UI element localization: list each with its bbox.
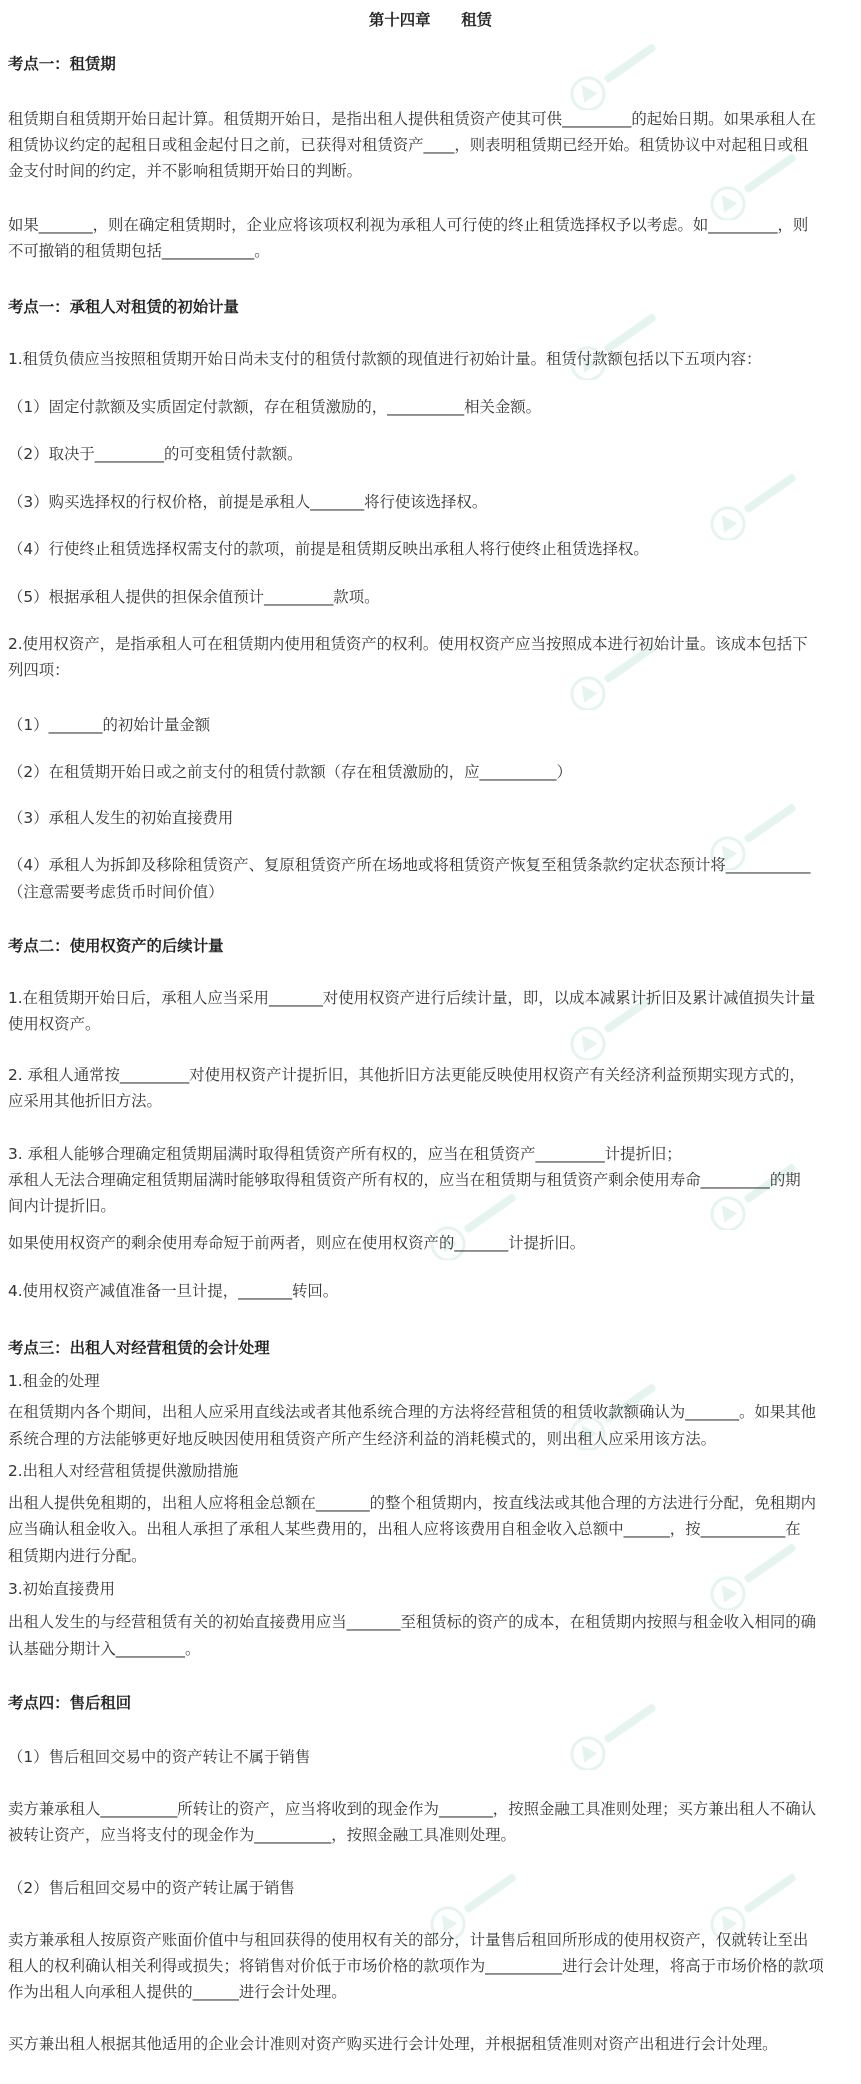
text-line: 如果_______，则在确定租赁期时，企业应将该项权利视为承租人可行使的终止租赁选择权予以考虑。如_________，则 (8, 216, 809, 234)
text-line: 2. 承租人通常按_________对使用权资产计提折旧，其他折旧方法更能反映使用权资产有关经济利益预期实现方式的， (8, 1066, 805, 1084)
text-line: 出租人发生的与经营租赁有关的初始直接费用应当_______至租赁标的资产的成本，在租赁期内按照与租金收入相同的确 (8, 1613, 817, 1631)
text-line: （4）行使终止租赁选择权需支付的款项，前提是租赁期反映出承租人将行使终止租赁选择权。 (8, 540, 649, 558)
watermark-logo-icon (420, 1190, 530, 1264)
section-heading: 考点一：承租人对租赁的初始计量 (8, 298, 239, 316)
section-heading: 考点四：售后租回 (8, 1694, 132, 1712)
text-line: （3）承租人发生的初始直接费用 (8, 809, 234, 827)
text-line: （1）固定付款额及实质固定付款额，存在租赁激励的，__________相关金额。 (8, 398, 542, 416)
text-line: （2）在租赁期开始日或之前支付的租赁付款额（存在租赁激励的，应__________） (8, 763, 572, 781)
text-line: 4.使用权资产减值准备一旦计提，_______转回。 (8, 1282, 339, 1300)
text-line: （4）承租人为拆卸及移除租赁资产、复原租赁资产所在场地或将租赁资产恢复至租赁条款约定状态预计将___________ (8, 856, 811, 874)
text-line: 3.初始直接费用 (8, 1580, 116, 1598)
watermark-logo-icon (560, 1700, 670, 1774)
section-heading: 考点二：使用权资产的后续计量 (8, 937, 224, 955)
text-line: （注意需要考虑货币时间价值） (8, 883, 224, 901)
text-line: 租赁期内进行分配。 (8, 1547, 147, 1565)
text-line: 不可撤销的租赁期包括____________。 (8, 242, 270, 260)
text-line: 卖方兼承租人__________所转让的资产，应当将收到的现金作为_______，按照金融工具准则处理；买方兼出租人不确认 (8, 1800, 817, 1818)
text-line: 1.租赁负债应当按照租赁期开始日尚未支付的租赁付款额的现值进行初始计量。租赁付款额包括以下五项内容： (8, 350, 762, 368)
text-line: 3. 承租人能够合理确定租赁期届满时取得租赁资产所有权的，应当在租赁资产_________计提折旧； (8, 1145, 682, 1163)
text-line: 1.租金的处理 (8, 1372, 100, 1390)
text-line: 使用权资产。 (8, 1015, 101, 1033)
text-line: （5）根据承租人提供的担保余值预计_________款项。 (8, 588, 380, 606)
text-line: 列四项： (8, 661, 70, 679)
text-line: （1）售后租回交易中的资产转让不属于销售 (8, 1748, 311, 1766)
text-line: 应采用其他折旧方法。 (8, 1092, 162, 1110)
watermark-logo-icon (700, 150, 810, 224)
text-line: 被转让资产，应当将支付的现金作为__________，按照金融工具准则处理。 (8, 1826, 516, 1844)
text-line: 买方兼出租人根据其他适用的企业会计准则对资产购买进行会计处理，并根据租赁准则对资产出租进行会计处理。 (8, 2035, 778, 2053)
watermark-logo-icon (700, 1540, 810, 1614)
text-line: 间内计提折旧。 (8, 1197, 116, 1215)
text-line: 如果使用权资产的剩余使用寿命短于前两者，则应在使用权资产的_______计提折旧。 (8, 1234, 586, 1252)
text-line: 承租人无法合理确定租赁期届满时能够取得租赁资产所有权的，应当在租赁期与租赁资产剩余使用寿命_________的期 (8, 1171, 801, 1189)
text-line: 作为出租人向承租人提供的______进行会计处理。 (8, 1983, 347, 2001)
text-line: 出租人提供免租期的，出租人应将租金总额在_______的整个租赁期内，按直线法或其他合理的方法进行分配，免租期内 (8, 1494, 817, 1512)
text-line: 租赁协议约定的起租日或租金起付日之前，已获得对租赁资产____，则表明租赁期已经开始。租赁协议中对起租日或租 (8, 136, 809, 154)
section-heading: 考点一：租赁期 (8, 55, 116, 73)
text-line: 1.在租赁期开始日后，承租人应当采用_______对使用权资产进行后续计量，即，以成本减累计折旧及累计减值损失计量 (8, 989, 816, 1007)
text-line: （2）取决于_________的可变租赁付款额。 (8, 445, 303, 463)
watermark-logo-icon (560, 40, 670, 114)
text-line: 租赁期自租赁期开始日起计算。租赁期开始日，是指出租人提供租赁资产使其可供_________的起始日期。如果承租人在 (8, 110, 817, 128)
chapter-title: 第十四章 租赁 (368, 11, 493, 29)
text-line: 卖方兼承租人按原资产账面价值中与租回获得的使用权有关的部分，计量售后租回所形成的使用权资产，仅就转让至出 (8, 1931, 809, 1949)
section-heading: 考点三：出租人对经营租赁的会计处理 (8, 1339, 270, 1357)
text-line: 认基础分期计入_________。 (8, 1640, 201, 1658)
text-line: 2.使用权资产，是指承租人可在租赁期内使用租赁资产的权利。使用权资产应当按照成本进行初始计量。该成本包括下 (8, 635, 808, 653)
text-line: 在租赁期内各个期间，出租人应采用直线法或者其他系统合理的方法将经营租赁的租赁收款额确认为_______。如果其他 (8, 1403, 817, 1421)
text-line: 系统合理的方法能够更好地反映因使用租赁资产所产生经济利益的消耗模式的，则出租人应采用该方法。 (8, 1430, 716, 1448)
watermark-logo-icon (700, 470, 810, 544)
text-line: （2）售后租回交易中的资产转让属于销售 (8, 1879, 295, 1897)
text-line: （3）购买选择权的行权价格，前提是承租人_______将行使该选择权。 (8, 493, 488, 511)
text-line: （1）_______的初始计量金额 (8, 716, 211, 734)
text-line: 2.出租人对经营租赁提供激励措施 (8, 1462, 239, 1480)
text-line: 租人的权利确认相关利得或损失；将销售对价低于市场价格的款项作为__________进行会计处理，将高于市场价格的款项 (8, 1957, 824, 1975)
text-line: 金支付时间的约定，并不影响租赁期开始日的判断。 (8, 162, 362, 180)
text-line: 应当确认租金收入。出租人承担了承租人某些费用的，出租人应将该费用自租金收入总额中______，按___________在 (8, 1520, 801, 1538)
watermark-logo-icon (560, 310, 670, 384)
